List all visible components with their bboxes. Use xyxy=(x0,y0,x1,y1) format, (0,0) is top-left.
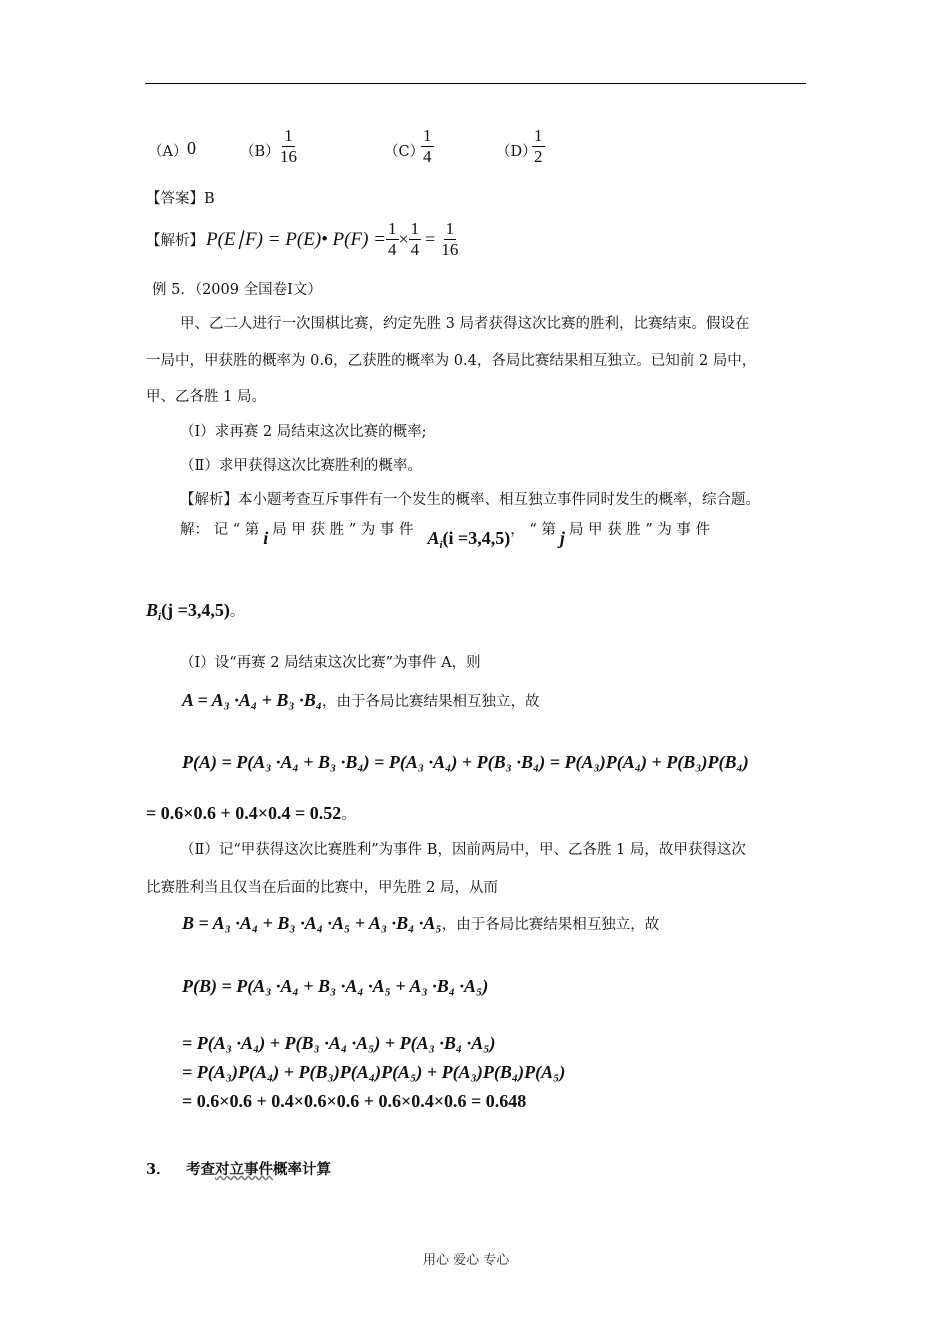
question-1: （Ⅰ）求再赛 2 局结束这次比赛的概率; xyxy=(180,424,427,440)
fraction-denominator: 16 xyxy=(441,239,459,259)
equation-PB-2: = P(A₃ ·A₄) + P(B₃ ·A₄ ·A₅) + P(A₃ ·B₄ ·A₅) xyxy=(182,1033,496,1053)
event-Ai-letter: A xyxy=(427,528,440,548)
section-3-title-underlined: 对立事件 xyxy=(215,1161,273,1178)
period: 。 xyxy=(341,807,356,823)
equation-A-line xyxy=(182,690,539,711)
example-title: 例 5．（2009 全国卷Ⅰ文） xyxy=(152,282,322,298)
fraction-quarter-2 xyxy=(409,220,422,259)
option-d-fraction xyxy=(532,127,545,166)
analysis-label: 【解析】 xyxy=(146,232,204,249)
event-Ai-sub: i xyxy=(439,539,443,551)
index-j: j xyxy=(559,528,565,548)
answer-line: 【答案】B xyxy=(146,191,215,207)
option-d-numerator: 1 xyxy=(534,126,543,145)
analysis-paragraph: 【解析】本小题考查互斥事件有一个发生的概率、相互独立事件同时发生的概率，综合题。 xyxy=(180,492,760,508)
equation-B-line xyxy=(182,913,659,934)
event-Bi-range: (j =3,4,5) xyxy=(161,600,230,620)
option-c-fraction xyxy=(421,127,434,166)
option-b-numerator: 1 xyxy=(284,126,293,145)
event-Ai-range: (i =3,4,5) xyxy=(442,528,511,548)
equation-PB-3: = P(A₃)P(A₄) + P(B₃)P(A₄)P(A₅) + P(A₃)P(B₄)P(A₅) xyxy=(182,1062,566,1082)
solution-event-text: 局 甲 获 胜 ” 为 事 件 xyxy=(272,522,414,538)
equation-PB-1: P(B) = P(A₃ ·A₄ + B₃ ·A₄ ·A₅ + A₃ ·B₄ ·A₅) xyxy=(182,976,489,996)
event-Bi-letter: B xyxy=(146,600,159,620)
times-sign: × xyxy=(398,228,409,249)
event-Ai xyxy=(427,528,510,551)
conditional-probability-expr: P(E∣F) = P(E)• P(F) = xyxy=(206,228,386,250)
option-a-value: 0 xyxy=(187,138,196,158)
option-b-denominator: 16 xyxy=(280,146,297,166)
event-Bi-sub: i xyxy=(158,611,162,623)
equation-PA-result-line xyxy=(146,803,356,824)
fraction-denominator: 4 xyxy=(388,239,397,259)
option-b-label: （B） xyxy=(240,144,280,160)
option-c-numerator: 1 xyxy=(423,126,432,145)
fraction-denominator: 4 xyxy=(410,239,420,259)
fraction-quarter-1 xyxy=(386,220,399,259)
period: 。 xyxy=(229,604,245,620)
equation-B: B = A₃ ·A₄ + B₃ ·A₄ ·A₅ + A₃ ·B₄ ·A₅ xyxy=(182,913,442,933)
event-Bi xyxy=(146,600,230,623)
solution-event-text-2: 局 甲 获 胜 ” 为 事 件 xyxy=(568,522,711,538)
section-3-title-post: 概率计算 xyxy=(273,1161,331,1178)
problem-paragraph-3: 甲、乙各胜 1 局。 xyxy=(146,389,266,405)
equation-PA: P(A) = P(A₃ ·A₄ + B₃ ·B₄) = P(A₃ ·A₄) + P(B₃ ·B₄) = P(A₃)P(A₄) + P(B₃)P(B₄) xyxy=(182,752,749,772)
part-1-intro: （Ⅰ）设“再赛 2 局结束这次比赛”为事件 A，则 xyxy=(180,655,481,671)
problem-paragraph-1: 甲、乙二人进行一次围棋比赛，约定先胜 3 局者获得这次比赛的胜利，比赛结束。假设在 xyxy=(180,316,750,332)
fraction-sixteenth xyxy=(439,220,460,259)
section-3-heading xyxy=(146,1158,331,1179)
option-c-denominator: 4 xyxy=(423,146,432,166)
option-d-label: （D） xyxy=(496,144,537,160)
equation-A: A = A₃ ·A₄ + B₃ ·B₄ xyxy=(182,690,322,710)
question-2: （Ⅱ）求甲获得这次比赛胜利的概率。 xyxy=(180,458,422,474)
index-i: i xyxy=(263,528,269,548)
header-rule xyxy=(145,83,806,84)
problem-paragraph-2: 一局中，甲获胜的概率为 0.6，乙获胜的概率为 0.4，各局比赛结果相互独立。已知前 2 局中， xyxy=(146,353,757,369)
solution-intro: 解： 记 “ 第 xyxy=(180,522,260,538)
equation-B-note: ，由于各局比赛结果相互独立，故 xyxy=(441,917,660,933)
option-a-label: （A） xyxy=(148,144,188,160)
solution-line-1 xyxy=(180,518,806,551)
equation-PB-4: = 0.6×0.6 + 0.4×0.6×0.6 + 0.6×0.4×0.6 = 0.648 xyxy=(182,1091,527,1111)
solution-line-2 xyxy=(146,600,244,623)
page-footer: 用心 爱心 专心 xyxy=(423,1253,510,1268)
analysis-formula-line xyxy=(146,220,460,259)
option-b-fraction xyxy=(278,127,299,166)
part-2-intro-2: 比赛胜利当且仅当在后面的比赛中，甲先胜 2 局，从而 xyxy=(146,880,498,896)
section-3-title-pre: 考查 xyxy=(186,1161,215,1178)
fraction-numerator: 1 xyxy=(410,219,420,238)
equals-sign: = xyxy=(425,228,436,249)
fraction-numerator: 1 xyxy=(445,219,455,238)
fraction-numerator: 1 xyxy=(388,219,397,238)
part-2-intro-1: （Ⅱ）记“甲获得这次比赛胜利”为事件 B，因前两局中，甲、乙各胜 1 局，故甲获得这次 xyxy=(180,842,746,858)
equation-A-note: ，由于各局比赛结果相互独立，故 xyxy=(321,694,540,710)
option-c-label: （C） xyxy=(384,144,425,160)
option-d-denominator: 2 xyxy=(534,146,543,166)
section-3-number: 3． xyxy=(146,1161,171,1178)
solution-sep: ， “ 第 xyxy=(510,522,556,538)
equation-PA-result: = 0.6×0.6 + 0.4×0.4 = 0.52 xyxy=(146,803,342,823)
